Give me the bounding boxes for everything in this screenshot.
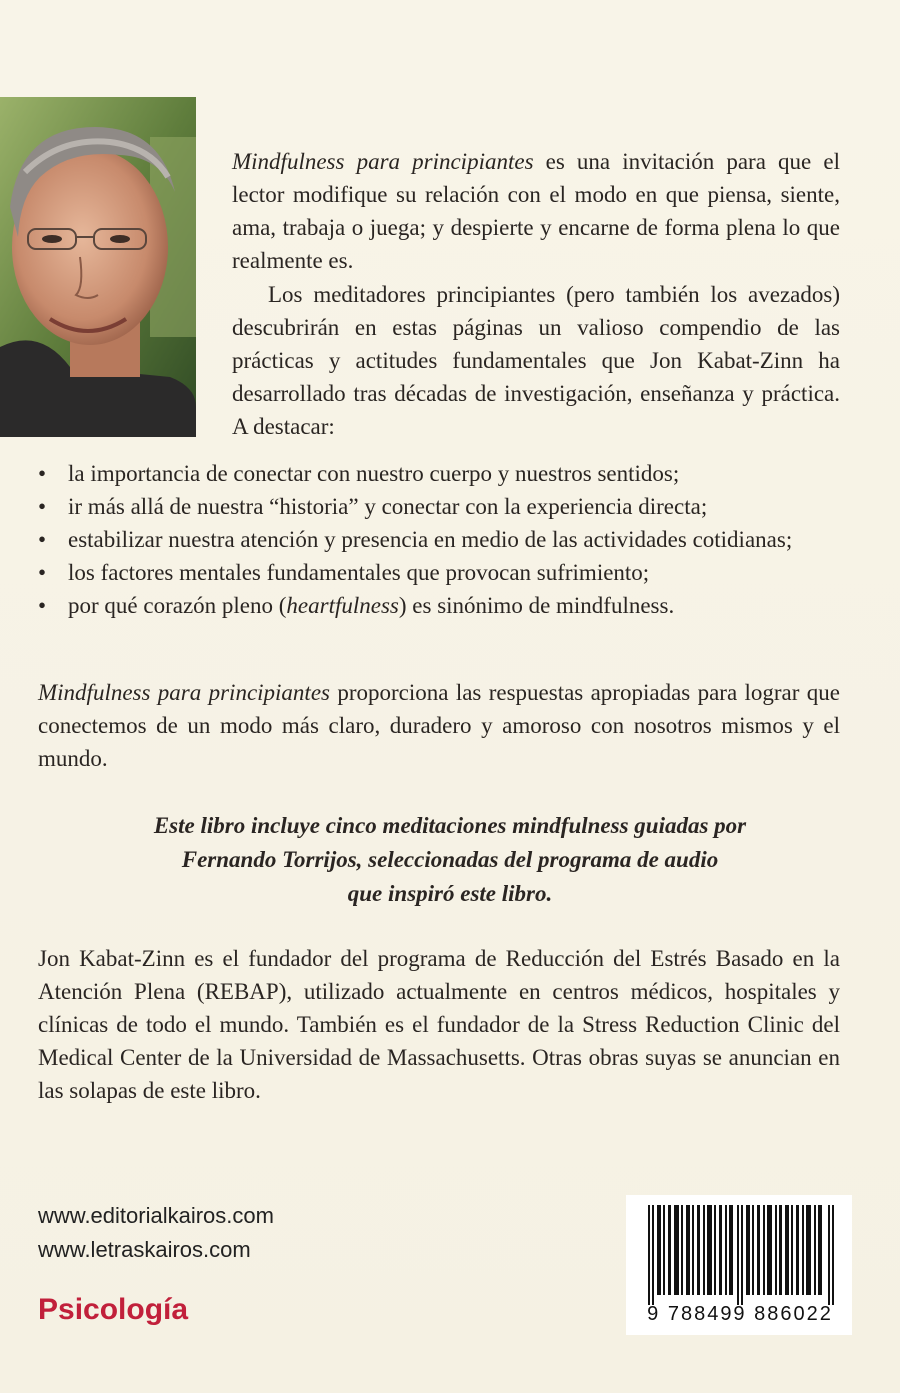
list-item-text-end: ) es sinónimo de mindfulness. (398, 593, 675, 618)
book-title: Mindfulness para principiantes (232, 149, 534, 174)
list-item (38, 556, 838, 589)
bullet-marker: • (38, 461, 47, 486)
barcode-icon (648, 1205, 838, 1305)
heartfulness-term: heartfulness (286, 593, 399, 618)
list-item (38, 523, 838, 556)
bullet-marker: • (38, 593, 47, 618)
list-item (38, 457, 838, 490)
list-item-text: los factores mentales fundamentales que provocan sufrimiento; (68, 560, 650, 585)
intro-text: es una invitación para que el lector modifique su relación con el modo en que piensa, siente, ama, trabaja o juega; y despierte y encarne de forma plena lo que realmente es. (232, 149, 840, 273)
audio-note-line: Este libro incluye cinco meditaciones mindfulness guiadas por (153, 813, 747, 838)
audio-note-line: que inspiró este libro. (347, 881, 553, 906)
list-item-text: ir más allá de nuestra “historia” y conectar con la experiencia directa; (68, 494, 708, 519)
bullet-marker: • (38, 560, 47, 585)
bullet-marker: • (38, 527, 47, 552)
bullet-marker: • (38, 494, 47, 519)
book-title: Mindfulness para principiantes (38, 680, 330, 705)
list-item-text: estabilizar nuestra atención y presencia en medio de las actividades cotidianas; (68, 527, 793, 552)
isbn-barcode (626, 1195, 852, 1335)
imprint-url[interactable]: www.letraskairos.com (38, 1237, 251, 1262)
author-bio: Jon Kabat-Zinn es el fundador del programa de Reducción del Estrés Basado en la Atención Plena (REBAP), utilizado actualmente en centros médicos, hospitales y clínicas de todo el mundo. También es el fundador de la Stress Reduction Clinic del Medical Center de la Universidad de Massachusetts. Otras obras suyas se anuncian en las solapas de este libro. (38, 946, 840, 1103)
list-item (38, 490, 838, 523)
audio-note (60, 809, 840, 911)
publisher-url[interactable]: www.editorialkairos.com (38, 1203, 274, 1228)
list-item-text: por qué corazón pleno ( (68, 593, 287, 618)
closing-text: proporciona las respuestas apropiadas para lograr que conectemos de un modo más claro, duradero y amoroso con nosotros mismos y el mundo. (38, 680, 840, 771)
isbn-number: 9 788499 886022 (647, 1303, 833, 1325)
author-photo (0, 97, 196, 437)
list-item (38, 589, 838, 622)
intro-paragraph-2: Los meditadores principiantes (pero también los avezados) descubrirán en estas páginas un valioso compendio de las prácticas y actitudes fundamentales que Jon Kabat-Zinn ha desarrollado tras décadas de investigación, enseñanza y práctica. A destacar: (232, 282, 840, 439)
category-label: Psicología (38, 1293, 189, 1326)
audio-note-line: Fernando Torrijos, seleccionadas del programa de audio (181, 847, 719, 872)
intro-paragraph-1 (232, 145, 840, 277)
closing-paragraph (38, 676, 840, 775)
author-portrait-image (0, 97, 196, 437)
highlights-list (38, 457, 838, 622)
list-item-text: la importancia de conectar con nuestro cuerpo y nuestros sentidos; (68, 461, 680, 486)
